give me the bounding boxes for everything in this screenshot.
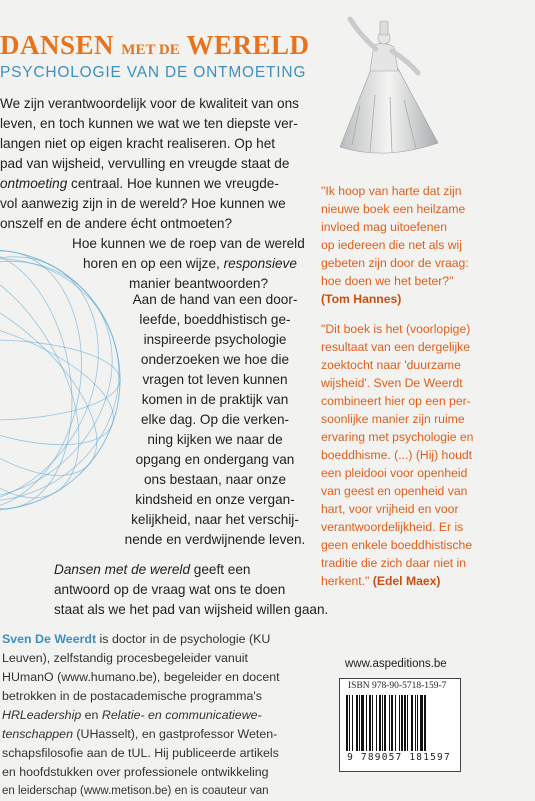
- barcode-bar: [356, 695, 358, 751]
- middle-line: inspireerde psychologie: [143, 332, 287, 347]
- barcode-bar: [384, 695, 386, 751]
- intro-italic: ontmoeting: [0, 176, 68, 191]
- barcode-bar: [379, 695, 381, 751]
- quote-line: een pleidooi voor openheid: [321, 466, 468, 480]
- bio-italic: Relatie- en communicatiewe-: [101, 708, 262, 722]
- middle-line: leefde, boeddhistisch ge-: [139, 312, 291, 327]
- middle-line: kindsheid en onze vergan-: [135, 492, 295, 507]
- bio-line: [2, 630, 270, 649]
- quote-line: gebeten zijn door de vraag:: [321, 256, 469, 270]
- barcode-bar: [352, 695, 353, 751]
- bio-line: Leuven), zelfstandig procesbegeleider vanuit: [2, 651, 248, 665]
- bio-line: en hoofdstukken over professionele ontwikkeling: [2, 765, 269, 779]
- closing-line: [54, 560, 250, 580]
- quote-line: combineert hier op een per-: [321, 394, 471, 408]
- intro-line: langen niet op eigen kracht realiseren. Op het: [0, 136, 276, 151]
- quote-line: zoektocht naar 'duurzame: [321, 358, 461, 372]
- publisher-url: www.aspeditions.be: [345, 658, 447, 670]
- middle-line: elke dag. Op die verken-: [140, 412, 290, 427]
- barcode-bar: [366, 695, 367, 751]
- quote-line: invloed mag uitoefenen: [321, 220, 448, 234]
- middle-line: kelijkheid, naar het verschij-: [131, 512, 299, 527]
- middle-line: ning kijken we naar de: [147, 432, 283, 447]
- barcode-bar: [407, 695, 408, 751]
- globe-ring: [0, 232, 116, 527]
- middle-line: ons bestaan, naar onze: [143, 472, 287, 487]
- barcode-bar: [372, 695, 373, 751]
- middle-line: opgang en ondergang van: [135, 452, 295, 467]
- barcode-bar: [415, 695, 416, 751]
- barcode-bar: [389, 695, 390, 751]
- quote-line: hoe doen we het beter?": [321, 274, 454, 288]
- bio-line: en leiderschap (www.metison.be) en is coauteur van: [2, 785, 269, 797]
- quote-line: op iedereen die net als wij: [321, 238, 462, 252]
- globe-ring: [0, 236, 101, 523]
- quote-text: herkent.": [321, 574, 370, 588]
- intro-italic: responsieve: [223, 256, 297, 271]
- intro-line: leven, en toch kunnen we wat we ten diepste ver-: [0, 116, 298, 131]
- middle-line: Aan de hand van een door-: [132, 292, 298, 307]
- middle-line: komen in de praktijk van: [141, 392, 289, 407]
- barcode-bar: [395, 695, 396, 751]
- barcode-digits: 9 789057 181597: [347, 752, 451, 763]
- book-subtitle: PSYCHOLOGIE VAN DE ONTMOETING: [0, 64, 307, 81]
- intro-line: pad van wijsheid, vervulling en vreugde staat de: [0, 156, 290, 171]
- bio-text: (UHasselt), en gastprofessor Weten-: [72, 727, 278, 741]
- quote-line: traditie die zich daar niet in: [321, 556, 466, 570]
- barcode-bar: [376, 695, 377, 751]
- globe-ring: [0, 289, 129, 472]
- title-word-dansen: DANSEN: [0, 30, 115, 60]
- title-word-wereld: WERELD: [186, 30, 310, 60]
- quote-line: nieuwe boek een heilzame: [321, 202, 466, 216]
- middle-line: nende en verdwijnende leven.: [124, 532, 306, 547]
- barcode-bar: [361, 695, 364, 751]
- quote-author-name: (Tom Hannes): [321, 292, 402, 306]
- barcode-bar: [349, 695, 350, 751]
- quote-last-line: [321, 573, 441, 591]
- bio-line: [2, 725, 277, 744]
- barcode-bar: [382, 695, 383, 751]
- whirling-dervish-illustration: [330, 5, 445, 155]
- barcode-bar: [411, 695, 413, 751]
- intro-line: vol aanwezig zijn in de wereld? Hoe kunnen we: [0, 196, 286, 211]
- globe-outline: [0, 250, 120, 510]
- quote-line: resultaat van een dergelijke: [321, 340, 471, 354]
- bio-text: is doctor in de psychologie (KU: [96, 632, 271, 646]
- quote-line: ervaring met psychologie en: [321, 430, 474, 444]
- bio-line: HUmanO (www.humano.be), begeleider en docent: [2, 670, 280, 684]
- closing-line: antwoord op de vraag wat ons te doen: [54, 582, 286, 597]
- barcode-bar: [401, 695, 403, 751]
- closing-line: staat als we het pad van wijsheid willen gaan.: [54, 602, 329, 617]
- globe-ring: [0, 238, 91, 522]
- bio-line: betrokken in de postacademische programma's: [2, 689, 262, 703]
- quote-line: "Dit boek is het (voorlopige): [321, 322, 471, 336]
- intro-text: horen en op een wijze,: [83, 256, 224, 271]
- globe-ring: [0, 250, 128, 509]
- intro-line: [0, 174, 279, 194]
- quote-line: verantwoordelijkheid. Er is: [321, 520, 464, 534]
- quote-line: "Ik hoop van harte dat zijn: [321, 184, 462, 198]
- quote-author-name: (Edel Maex): [372, 574, 441, 588]
- closing-text: geeft een: [190, 562, 251, 577]
- barcode-bar: [369, 695, 371, 751]
- bio-italic: HRLeadership: [2, 708, 82, 722]
- bio-text: en: [81, 708, 102, 722]
- quote-line: boeddhisme. (...) (Hij) houdt: [321, 448, 473, 462]
- title-word-met-de: MET DE: [121, 42, 180, 58]
- quote-line: wijsheid'. Sven De Weerdt: [321, 376, 463, 390]
- isbn-label: ISBN 978-90-5718-159-7: [348, 681, 447, 691]
- quote-line: soonlijke manier zijn ruime: [321, 412, 465, 426]
- closing-italic-title: Dansen met de wereld: [54, 562, 191, 577]
- barcode-bar: [399, 695, 400, 751]
- quote-line: van geest en openheid van: [321, 484, 468, 498]
- intro-line: We zijn verantwoordelijk voor de kwaliteit van ons: [0, 96, 299, 111]
- barcode-bar: [391, 695, 393, 751]
- barcode-icon: [346, 695, 452, 751]
- middle-line: onderzoeken we hoe die: [140, 352, 290, 367]
- intro-line: [83, 254, 297, 274]
- intro-line: onszelf en de andere écht ontmoeten?: [0, 216, 233, 231]
- quote-line: geen enkele boeddhistische: [321, 538, 473, 552]
- quote-line: hart, voor vrijheid en voor: [321, 502, 459, 516]
- barcode-bar: [359, 695, 360, 751]
- author-name: Sven De Weerdt: [2, 632, 97, 646]
- middle-line: vragen tot leven kunnen: [142, 372, 288, 387]
- bio-line: [2, 706, 262, 725]
- bio-line: schapsfilosofie aan de tUL. Hij publiceerde artikels: [2, 746, 279, 760]
- barcode-bar: [420, 695, 423, 751]
- bio-italic: tenschappen: [2, 727, 73, 741]
- quote-author: [321, 291, 401, 309]
- intro-line: Hoe kunnen we de roep van de wereld: [72, 236, 305, 251]
- barcode-bar: [417, 695, 418, 751]
- barcode-bar: [424, 695, 426, 751]
- barcode-bar: [404, 695, 406, 751]
- book-title: [0, 30, 310, 61]
- intro-line: manier beantwoorden?: [129, 276, 269, 291]
- intro-text: centraal. Hoe kunnen we vreugde-: [67, 176, 279, 191]
- barcode-bar: [346, 695, 348, 751]
